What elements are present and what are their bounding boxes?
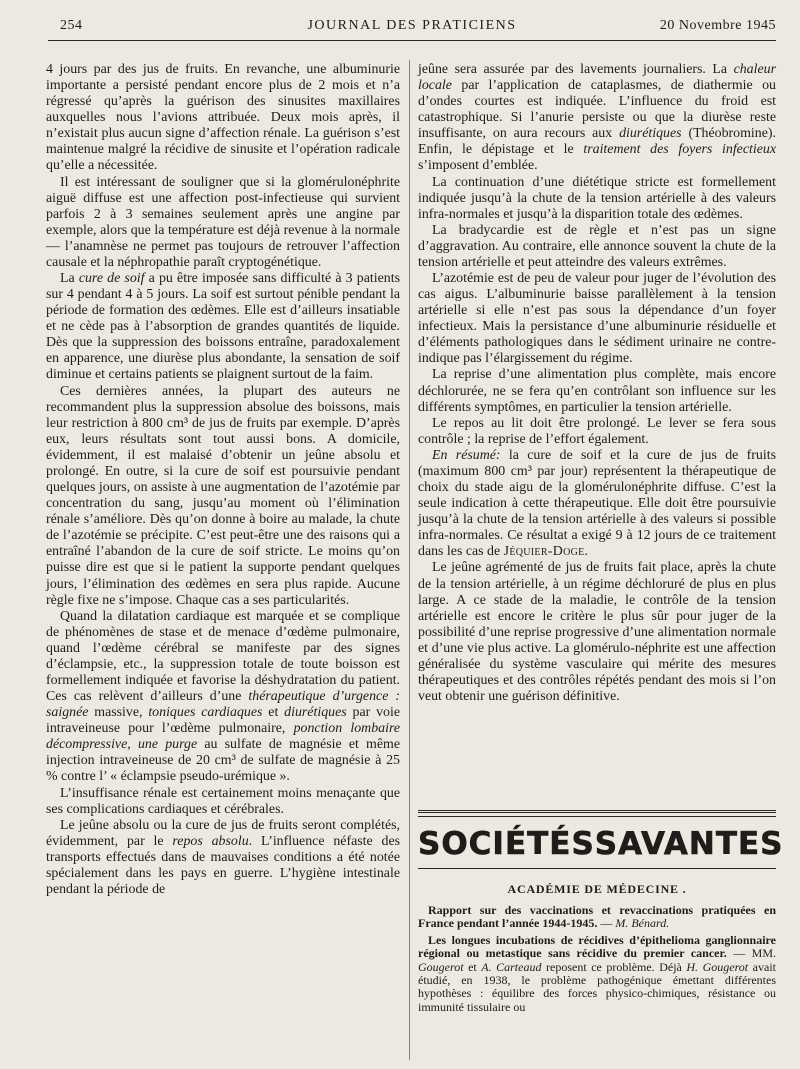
header-rule — [48, 40, 776, 41]
paragraph: La cure de soif a pu être imposée sans difficulté à 3 patients sur 4 pendant 4 à 5 jours. La soif est surtout pénible pendant la période de formation des œdèmes. Elle est d’ailleurs insatiable et ne cède pas à l’absorption de grandes quantités de liquide. Dès que la suppression des boissons entraîne, paradoxalement en apparence, une diurèse plus abondante, la sensation de soif diminue et certains patients se plaignent surtout de la faim. — [46, 271, 400, 383]
page-number: 254 — [60, 18, 83, 33]
section-rule — [418, 810, 776, 813]
paragraph: jeûne sera assurée par des lavements journaliers. La chaleur locale par l’application de cataplasmes, de diathermie ou d’ondes courtes est indiquée. L’influence du froid est catastrophique. Si l’anurie persiste ou que la diurèse reste insuffisante, on aura recours aux diurétiques (Théobromine). Enfin, le dépistage et le traitement des foyers infectieux s’imposent d’emblée. — [418, 62, 776, 174]
section-heading — [418, 826, 784, 862]
paragraph: Ces dernières années, la plupart des auteurs ne recommandent plus la suppression absolue des boissons, mais leur restriction à 800 cm³ de jus de fruits par exemple. D’après eux, leurs résultats sont tout aussi bons. A domicile, évidemment, il est malaisé d’obtenir un jeûne absolu et prolongé. En outre, si la cure de soif est poursuivie pendant quelques jours, on assiste à une augmentation de l’azotémie par concentration du sang, jusqu’au moment où l’élimination rénale s’améliore. Dès qu’on donne à boire au malade, la chute de l’azotémie se précipite. C’est peut-être une des raisons qui a entraîné l’abandon de la cure de soif stricte. Le moins qu’on puisse dire est que si le patient la supporte pendant quelques jours, l’élimination des œdèmes en sera plus rapide. Aucune règle fixe ne s’impose. Chaque cas a ses particularités. — [46, 383, 400, 608]
subsection-heading: ACADÉMIE DE MÉDECINE . — [507, 882, 687, 896]
paragraph: Il est intéressant de souligner que si la glomérulonéphrite aiguë diffuse est une affection post-infectieuse qui survient parfois 2 à 3 semaines seulement après une angine par exemple, alors que la température est déjà revenue à la normale — l’anamnèse ne permet pas toujours de retrouver l’affection causale et la néphropathie paraît cryptogénétique. — [46, 174, 400, 270]
note-item: Les longues incubations de récidives d’épithelioma ganglionnaire régional ou metastique sans récidive du premier cancer. — MM. Gougerot et A. Carteaud reposent ce problème. Déjà H. Gougerot avait étudié, en 1938, le problème pathogénique émettant différentes hypothèses : équilibre des forces physico-chimiques, résistance ou immunité tissulaire ou — [418, 932, 776, 1014]
paragraph: Le jeûne absolu ou la cure de jus de fruits seront complétés, évidemment, par le repos absolu. L’influence néfaste des transports effectués dans de mauvaises conditions a été notée spécialement dans les pays en guerre. L’hygiène intestinale pendant la période de — [46, 817, 401, 897]
section-rule — [418, 816, 776, 817]
running-header — [48, 16, 776, 38]
section-heading-word: SOCIÉTÉS — [418, 826, 595, 862]
paragraph: Quand la dilatation cardiaque est marquée et se complique de phénomènes de stase et de menace d’œdème pulmonaire, quand l’œdème cérébral se manifeste par des signes d’éclampsie, etc., la suppression totale de toute boisson est formellement indiquée et favorise la déshydratation du patient. Ces cas relèvent d’ailleurs d’une thérapeutique d’urgence : saignée massive, toniques cardiaques et diurétiques par voie intraveineuse pour l’œdème pulmonaire, ponction lombaire décompressive, une purge au sulfate de magnésie et même injection intraveineuse de 20 cm³ de sulfate de magnésie à 25 % contre l’ « éclampsie pseudo-urémique ». — [46, 608, 401, 785]
note-item: Rapport sur des vaccinations et revaccinations pratiquées en France pendant l’année 1944-1945. — M. Bénard. — [418, 903, 776, 931]
summary-paragraph: En résumé: la cure de soif et la cure de jus de fruits (maximum 800 cm³ par jour) représentent la thérapeutique de choix du stade aigu de la glomérulonéphrite diffuse. C’est la seule indication à cette thérapeutique. Elle doit être poursuivie jusqu’à la chute de la tension artérielle à des valeurs si possible infra-normales. Ce résultat a exigé 9 à 12 jours de ce traitement dans les cas de Jéquier-Doge. — [418, 447, 776, 560]
paragraph: La bradycardie est de règle et n’est pas un signe d’aggravation. Au contraire, elle annonce souvent la chute de la tension artérielle et peut atteindre des valeurs extrêmes. — [418, 222, 776, 270]
paragraph: L’insuffisance rénale est certainement moins menaçante que ses complications cardiaques et cérébrales. — [46, 785, 400, 817]
paragraph: 4 jours par des jus de fruits. En revanche, une albuminurie importante a persisté pendant encore plus de 2 mois et n’a régressé qu’après la guérison des sinusites maxillaires auxquelles nous l’avions attribuée. Deux mois après, il n’existait plus aucun signe d’affection rénale. La guérison s’est maintenue malgré la récidive de sinusite et l’opération radicale qu’elle a nécessitée. — [46, 62, 400, 174]
left-column — [46, 62, 400, 898]
right-column — [418, 62, 776, 705]
section-rule — [418, 868, 776, 869]
society-notes — [418, 904, 776, 1017]
paragraph: L’azotémie est de peu de valeur pour juger de l’évolution des cas aigus. L’albuminurie baisse parallèlement à la tension artérielle si elle n’est pas sous la dépendance d’un foyer infectieux. Mais la persistance d’une albuminurie résiduelle et d’éléments pathologiques dans le sédiment urinaire ne contre-indique pas l’élargissement du régime. — [418, 271, 776, 367]
paragraph: Le jeûne agrémenté de jus de fruits fait place, après la chute de la tension artérielle, à un régime déchloruré de plus en plus large. A ce stade de la maladie, le contrôle de la tension artérielle est encore le critère le plus sûr pour juger de la possibilité d’une reprise progressive d’une alimentation normale et d’une vie plus active. La glomérulo-néphrite est une affection généralisée du système vasculaire qui mérite des mesures thérapeutiques et des contrôles répétés pendant des mois si l’on veut obtenir une guérison définitive. — [418, 560, 776, 705]
paragraph: Le repos au lit doit être prolongé. Le lever se fera sous contrôle ; la reprise de l’effort également. — [418, 415, 776, 447]
paragraph: La continuation d’une diététique stricte est formellement indiquée jusqu’à la chute de la tension artérielle à des valeurs infra-normales et jusqu’à la disparition totale des œdèmes. — [418, 174, 776, 222]
issue-date: 20 Novembre 1945 — [659, 18, 776, 33]
journal-title: JOURNAL DES PRATICIENS — [307, 18, 517, 33]
column-divider — [409, 60, 410, 1060]
paragraph: La reprise d’une alimentation plus complète, mais encore déchlorurée, ne se fera qu’en contrôlant son influence sur les différents symptômes, en particulier la tension artérielle. — [418, 367, 776, 415]
section-heading-word: SAVANTES — [594, 826, 784, 862]
